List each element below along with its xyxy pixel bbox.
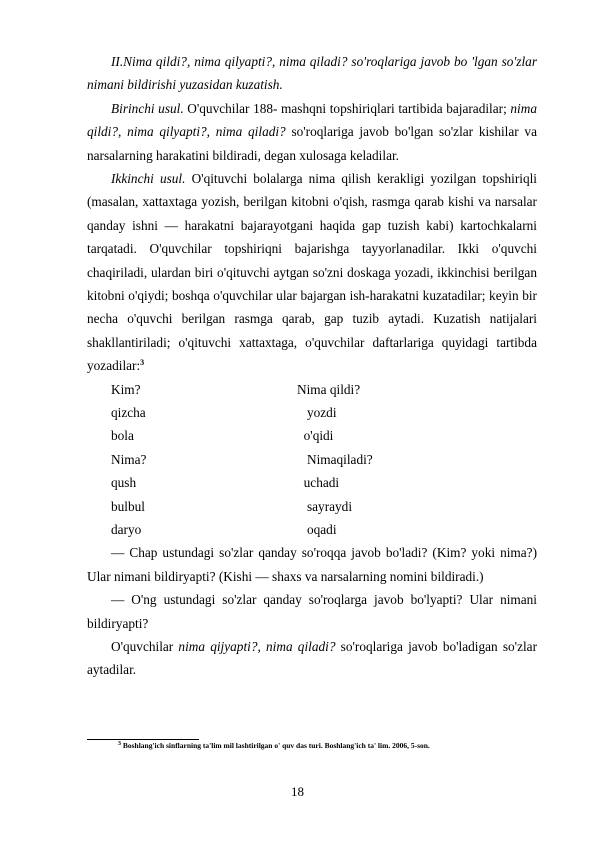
footnote bbox=[118, 741, 430, 750]
table-row bbox=[111, 518, 537, 541]
table-cell-left: daryo bbox=[111, 522, 142, 538]
table-cell-right: o'qidi bbox=[297, 428, 334, 444]
footnote-number: 3 bbox=[118, 741, 121, 747]
table-cell-right: yozdi bbox=[297, 405, 337, 421]
footnote-divider bbox=[87, 739, 199, 740]
table-cell-left: qizcha bbox=[111, 405, 146, 421]
footnote-text: Boshlang'ich sinflarning ta'lim mil lashtirilgan o' quv das turi. Boshlang'ich ta' lim. 2006, 5-son. bbox=[121, 741, 430, 750]
question-phrase: nima qijyapti?, nima qiladi? bbox=[178, 639, 336, 655]
paragraph-text: O'qituvchi bolalarga nima qilish kerakligi yozilgan topshiriqli (masalan, xattaxtaga yozish, berilgan kitobni o'qish, rasmga qarab kishi va narsalar qanday ishni — harakatni bajarayotgani haqida gap tuzish kabi) kartochkalarni tarqatadi. O'quvchilar topshiriqni bajarishga tayyorlanadilar. Ikki o'quvchi chaqiriladi, ulardan biri o'qituvchi aytgan so'zni doskaga yozadi, ikkinchisi berilgan kitobni o'qiydi; boshqa o'quvchilar ular bajargan ish-harakatni kuzatadilar; keyin bir necha o'quvchi berilgan rasmga qarab, gap tuzib aytadi. Kuzatish natijalari shakllantiriladi; o'qituvchi xattaxtaga, o'quvchilar daftarlariga quyidagi tartibda yozadilar: bbox=[87, 171, 537, 374]
paragraph-left-column-question: — Chap ustundagi so'zlar qanday so'roqqa javob bo'ladi? (Kim? yoki nima?) Ular nimani bildiryapti? (Kishi — shaxs va narsalarning nomini bildiradi.) bbox=[87, 545, 537, 584]
table-cell-left: Nima? bbox=[111, 451, 147, 467]
table-row bbox=[111, 448, 537, 471]
method-label: Ikkinchi usul. bbox=[111, 171, 186, 187]
section-heading: II.Nima qildi?, nima qilyapti?, nima qiladi? so'roqlariga javob bo 'lgan so'zlar nimani bildirishi yuzasidan kuzatish. bbox=[87, 54, 537, 93]
word-table bbox=[111, 378, 537, 542]
table-cell-left: bola bbox=[111, 428, 134, 444]
table-cell-right: uchadi bbox=[297, 475, 340, 491]
table-row bbox=[111, 424, 537, 447]
table-cell-right: oqadi bbox=[297, 522, 337, 538]
table-row bbox=[111, 471, 537, 494]
table-cell-right: Nima qildi? bbox=[297, 381, 361, 397]
method-label: Birinchi usul. bbox=[111, 100, 184, 116]
paragraph-right-column-question: — O'ng ustundagi so'zlar qanday so'roqlarga javob bo'lyapti? Ular nimani bildiryapti? bbox=[87, 592, 537, 631]
table-cell-right: sayraydi bbox=[297, 498, 353, 514]
document-body bbox=[87, 50, 537, 682]
table-cell-right: Nimaqiladi? bbox=[297, 451, 373, 467]
table-cell-left: Kim? bbox=[111, 381, 141, 397]
table-row bbox=[111, 378, 537, 401]
table-cell-left: bulbul bbox=[111, 498, 145, 514]
paragraph-second-method bbox=[87, 167, 537, 378]
page-number: 18 bbox=[291, 784, 304, 799]
footnote-reference: 3 bbox=[140, 358, 145, 368]
paragraph-text: O'quvchilar 188- mashqni topshiriqlari tartibida bajaradilar; bbox=[183, 100, 511, 116]
question-phrase: nima qildi?, nima qilyapti?, nima qiladi? bbox=[87, 100, 537, 140]
table-row bbox=[111, 401, 537, 424]
table-cell-left: qush bbox=[111, 475, 137, 491]
table-row bbox=[111, 495, 537, 518]
paragraph-first-method bbox=[87, 97, 537, 167]
paragraph-text: so'roqlariga javob bo'ladigan so'zlar aytadilar. bbox=[87, 639, 538, 678]
paragraph-text: O'quvchilar bbox=[111, 639, 179, 655]
paragraph-conclusion bbox=[87, 635, 537, 682]
paragraph-text: so'roqlariga javob bo'lgan so'zlar kishilar va narsalarning harakatini bildiradi, degan xulosaga keladilar. bbox=[87, 124, 537, 163]
